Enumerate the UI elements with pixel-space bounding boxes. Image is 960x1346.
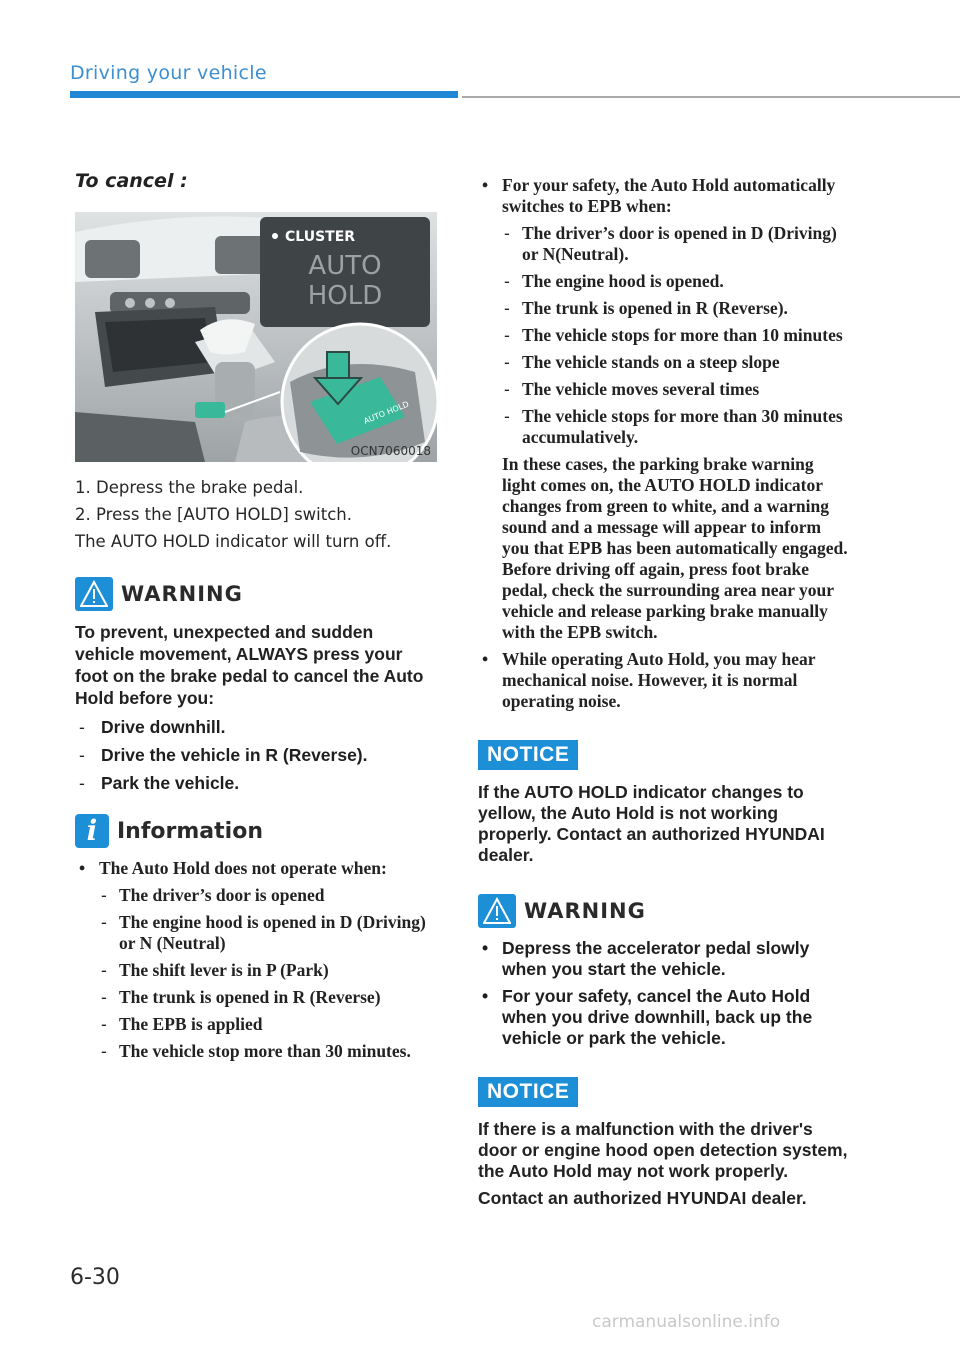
list-item: • While operating Auto Hold, you may hear mechanical noise. However, it is normal operating noise. xyxy=(478,649,848,712)
warning-title: WARNING xyxy=(524,899,646,923)
notice-body: If the AUTO HOLD indicator changes to yellow, the Auto Hold is not working properly. Contact an authorized HYUNDAI dealer. xyxy=(478,782,825,865)
figure-code: OCN7060018 xyxy=(350,444,431,458)
list-item: - The driver’s door is opened xyxy=(99,885,437,906)
notice-badge: NOTICE xyxy=(478,1077,578,1107)
list-item: - Drive downhill. xyxy=(75,717,437,738)
list-item: - The driver’s door is opened in D (Driving) or N(Neutral). xyxy=(502,223,848,265)
step-1: 1. Depress the brake pedal. xyxy=(75,478,304,497)
list-item: - The engine hood is opened. xyxy=(502,271,848,292)
warning-triangle-icon xyxy=(75,577,113,611)
notice-body: If there is a malfunction with the driver's door or engine hood open detection system, the Auto Hold may not work properly. xyxy=(478,1119,848,1181)
left-column xyxy=(75,170,437,1068)
notice-badge: NOTICE xyxy=(478,740,578,770)
warning-triangle-icon xyxy=(478,894,516,928)
list-item: - Drive the vehicle in R (Reverse). xyxy=(75,745,437,766)
list-item: • Depress the accelerator pedal slowly when you start the vehicle. xyxy=(478,938,848,980)
information-lead: The Auto Hold does not operate when: xyxy=(99,858,387,878)
list-item: - The trunk is opened in R (Reverse). xyxy=(502,298,848,319)
notice-contact: Contact an authorized HYUNDAI dealer. xyxy=(478,1188,807,1208)
step-2: 2. Press the [AUTO HOLD] switch. xyxy=(75,505,352,524)
cluster-auto-text: AUTO xyxy=(308,251,382,281)
list-item: - The vehicle stop more than 30 minutes. xyxy=(99,1041,437,1062)
list-item: - Park the vehicle. xyxy=(75,773,437,794)
information-list xyxy=(75,858,437,1062)
safety-lead: For your safety, the Auto Hold automatically switches to EPB when: xyxy=(502,175,836,216)
warning-body: To prevent, unexpected and sudden vehicle movement, ALWAYS press your foot on the brake pedal to cancel the Auto Hold before you: xyxy=(75,622,424,708)
list-item xyxy=(75,858,437,1062)
auto-hold-figure xyxy=(75,212,437,462)
list-item: - The EPB is applied xyxy=(99,1014,437,1035)
warning-title: WARNING xyxy=(121,582,243,606)
information-sub-list xyxy=(99,885,437,1062)
warning-list xyxy=(75,717,437,794)
section-title: Driving your vehicle xyxy=(70,62,267,84)
header-rule xyxy=(462,96,960,98)
info-icon: i xyxy=(75,814,109,848)
right-column xyxy=(478,175,848,1209)
safety-list xyxy=(478,175,848,712)
button-label: AUTO HOLD xyxy=(362,399,411,426)
warning-list xyxy=(478,938,848,1049)
header-accent-bar xyxy=(70,91,458,98)
list-item: - The vehicle stops for more than 30 minutes accumulatively. xyxy=(502,406,848,448)
list-item: - The trunk is opened in R (Reverse) xyxy=(99,987,437,1008)
list-item: - The vehicle moves several times xyxy=(502,379,848,400)
sub-heading: To cancel : xyxy=(75,170,188,192)
list-item: - The engine hood is opened in D (Driving) or N (Neutral) xyxy=(99,912,437,954)
list-item: - The vehicle stops for more than 10 minutes xyxy=(502,325,848,346)
cluster-hold-text: HOLD xyxy=(307,281,383,311)
safety-sub-list xyxy=(502,223,848,448)
safety-paragraph: In these cases, the parking brake warning light comes on, the AUTO HOLD indicator changes from green to white, and a warning sound and a message will appear to inform you that EPB has been automatically engaged. Before driving off again, press foot brake pedal, check the surrounding area near your vehicle and release parking brake manually with the EPB switch. xyxy=(502,454,848,642)
list-item: • For your safety, cancel the Auto Hold when you drive downhill, back up the vehicle or park the vehicle. xyxy=(478,986,848,1049)
list-item: - The shift lever is in P (Park) xyxy=(99,960,437,981)
console-illustration xyxy=(75,212,437,462)
step-result: The AUTO HOLD indicator will turn off. xyxy=(75,532,392,551)
information-title: Information xyxy=(117,818,263,844)
warning-header xyxy=(478,894,848,928)
warning-header xyxy=(75,577,437,611)
watermark: carmanualsonline.info xyxy=(592,1312,781,1332)
cancel-steps xyxy=(75,474,437,555)
list-item xyxy=(478,175,848,643)
cluster-label: CLUSTER xyxy=(285,229,356,245)
information-header xyxy=(75,814,437,848)
page-number: 6-30 xyxy=(70,1265,120,1290)
list-item: - The vehicle stands on a steep slope xyxy=(502,352,848,373)
